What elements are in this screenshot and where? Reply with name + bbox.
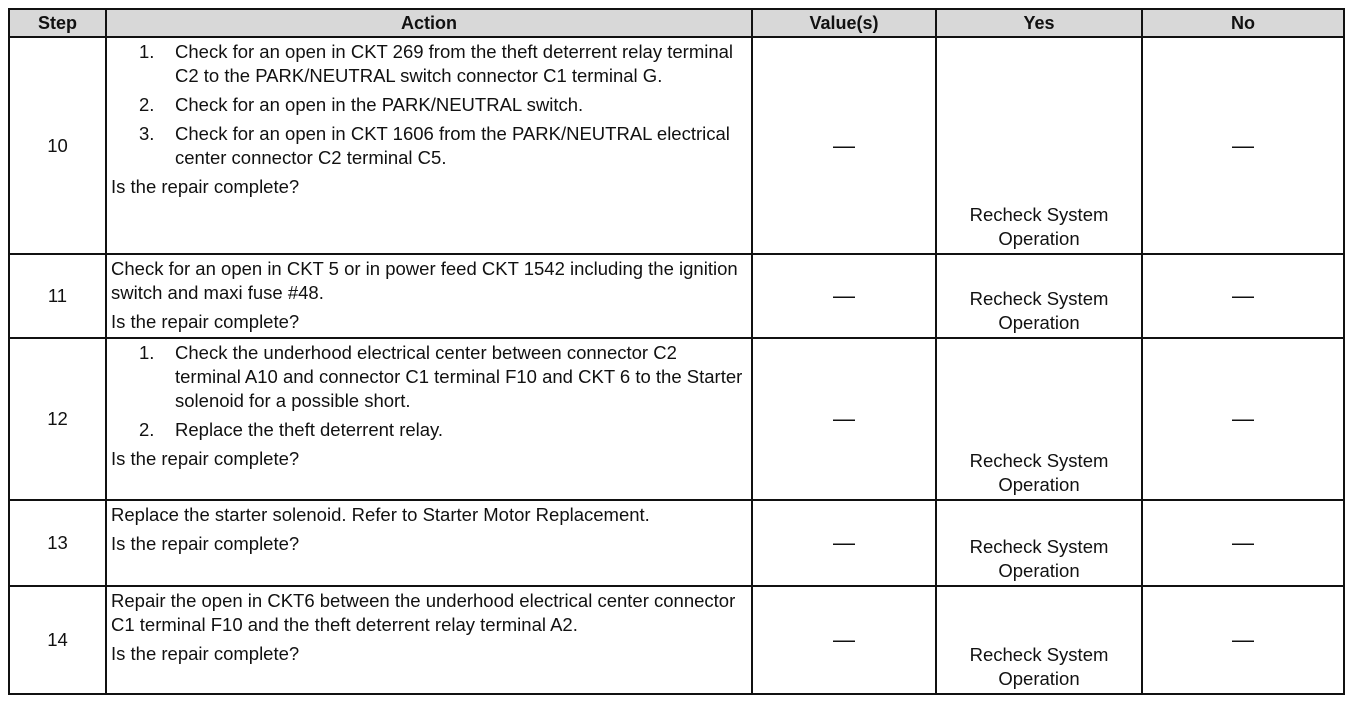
yes-cell [936,37,1142,254]
action-cell [106,338,752,500]
yes-text: Recheck System Operation [969,288,1109,333]
action-list [111,40,745,170]
yes-text: Recheck System Operation [969,644,1109,689]
table-row [9,338,1344,500]
header-yes: Yes [936,9,1142,37]
table-row [9,37,1344,254]
table-row [9,254,1344,338]
action-cell [106,254,752,338]
action-text: Repair the open in CKT6 between the underhood electrical center connector C1 terminal F10 and the theft deterrent relay terminal A2. [111,590,736,635]
header-action: Action [106,9,752,37]
action-cell [106,37,752,254]
value-cell: — [752,500,936,586]
list-item [111,418,745,442]
step-number: 13 [9,500,106,586]
header-values: Value(s) [752,9,936,37]
value-cell: — [752,586,936,694]
action-text: Check for an open in CKT 5 or in power feed CKT 1542 including the ignition switch and maxi fuse #48. [111,258,738,303]
item-text: Check for an open in CKT 1606 from the PARK/NEUTRAL electrical center connector C2 terminal C5. [175,123,730,168]
item-number: 1. [139,342,155,363]
table-header-row [9,9,1344,37]
table-row [9,586,1344,694]
list-item [111,93,745,117]
item-text: Replace the theft deterrent relay. [175,419,444,440]
item-number: 2. [139,94,155,115]
value-cell: — [752,254,936,338]
step-number: 11 [9,254,106,338]
header-step: Step [9,9,106,37]
no-cell: — [1142,586,1344,694]
no-cell: — [1142,37,1344,254]
step-number: 14 [9,586,106,694]
no-cell: — [1142,338,1344,500]
value-cell: — [752,37,936,254]
item-number: 3. [139,123,155,144]
repair-question: Is the repair complete? [111,533,300,554]
item-number: 1. [139,41,155,62]
step-number: 10 [9,37,106,254]
no-cell: — [1142,500,1344,586]
list-item [111,40,745,88]
repair-question: Is the repair complete? [111,448,300,469]
yes-text: Recheck System Operation [969,536,1109,581]
yes-text: Recheck System Operation [969,204,1109,249]
action-cell [106,500,752,586]
yes-cell [936,500,1142,586]
repair-question: Is the repair complete? [111,176,300,197]
item-text: Check for an open in the PARK/NEUTRAL switch. [175,94,584,115]
repair-question: Is the repair complete? [111,311,300,332]
item-number: 2. [139,419,155,440]
repair-question: Is the repair complete? [111,643,300,664]
action-text: Replace the starter solenoid. Refer to Starter Motor Replacement. [111,504,650,525]
yes-cell [936,338,1142,500]
item-text: Check the underhood electrical center between connector C2 terminal A10 and connector C1 terminal F10 and CKT 6 to the Starter solenoid for a possible short. [175,342,743,411]
list-item [111,122,745,170]
diagnostic-table [8,8,1345,695]
step-number: 12 [9,338,106,500]
yes-cell [936,254,1142,338]
header-no: No [1142,9,1344,37]
value-cell: — [752,338,936,500]
yes-text: Recheck System Operation [969,450,1109,495]
table-row [9,500,1344,586]
no-cell: — [1142,254,1344,338]
action-list [111,341,745,442]
list-item [111,341,745,413]
yes-cell [936,586,1142,694]
action-cell [106,586,752,694]
item-text: Check for an open in CKT 269 from the theft deterrent relay terminal C2 to the PARK/NEUTRAL switch connector C1 terminal G. [175,41,734,86]
